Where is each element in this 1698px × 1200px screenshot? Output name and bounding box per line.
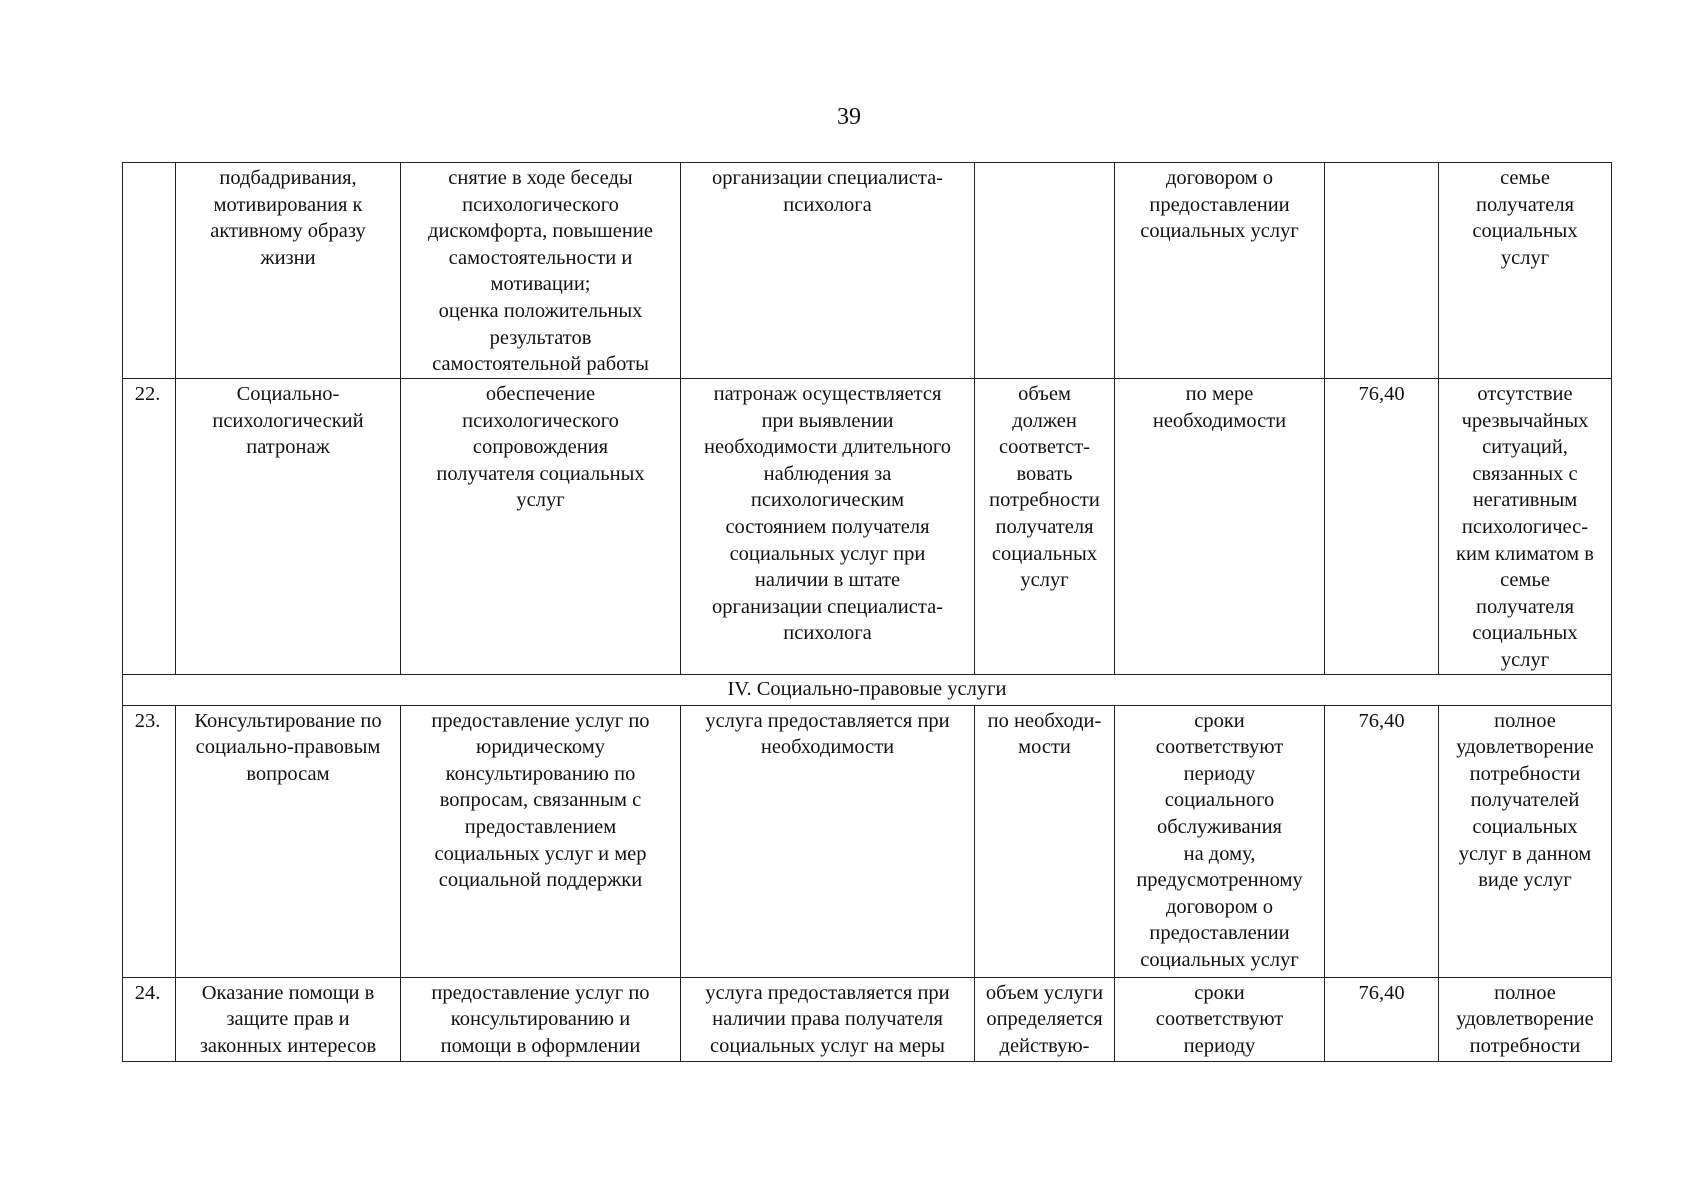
service-description-cell: предоставление услуг по юридическому консультированию по вопросам, связанным с предоставлением социальных услуг и мер социальной поддержки [401,705,681,977]
service-price-cell: 76,40 [1325,977,1439,1061]
service-description-cell: обеспечение психологического сопровождения получателя социальных услуг [401,379,681,675]
service-description-cell: предоставление услуг по консультированию и помощи в оформлении [401,977,681,1061]
service-conditions-cell: организации специалиста- психолога [681,163,975,379]
service-price-cell [1325,163,1439,379]
service-price-cell: 76,40 [1325,379,1439,675]
service-terms-cell: по мере необходимости [1115,379,1325,675]
service-name-cell: Социально- психологический патронаж [176,379,401,675]
service-volume-cell: объем услуги определяется действую- [975,977,1115,1061]
row-number-cell: 23. [123,705,176,977]
table-row [123,705,1612,977]
service-quality-cell: полное удовлетворение потребности [1439,977,1612,1061]
table-row [123,163,1612,379]
section-title: IV. Социально-правовые услуги [123,674,1612,705]
table-row [123,379,1612,675]
row-number-cell [123,163,176,379]
service-name-cell: Консультирование по социально-правовым вопросам [176,705,401,977]
social-services-table [122,162,1612,1062]
service-conditions-cell: патронаж осуществляется при выявлении необходимости длительного наблюдения за психологическим состоянием получателя социальных услуг при наличии в штате организации специалиста- психолога [681,379,975,675]
service-terms-cell: сроки соответствуют периоду [1115,977,1325,1061]
service-price-cell: 76,40 [1325,705,1439,977]
service-quality-cell: полное удовлетворение потребности получателей социальных услуг в данном виде услуг [1439,705,1612,977]
service-terms-cell: договором о предоставлении социальных услуг [1115,163,1325,379]
section-header-row [123,674,1612,705]
table-row [123,977,1612,1061]
row-number-cell: 24. [123,977,176,1061]
service-conditions-cell: услуга предоставляется при наличии права получателя социальных услуг на меры [681,977,975,1061]
service-name-cell: подбадривания, мотивирования к активному образу жизни [176,163,401,379]
service-volume-cell [975,163,1115,379]
service-volume-cell: объем должен соответст- вовать потребности получателя социальных услуг [975,379,1115,675]
service-name-cell: Оказание помощи в защите прав и законных интересов [176,977,401,1061]
service-description-cell: снятие в ходе беседы психологического дискомфорта, повышение самостоятельности и мотивации; оценка положительных результатов самостоятельной работы [401,163,681,379]
service-terms-cell: сроки соответствуют периоду социального обслуживания на дому, предусмотренному договором о предоставлении социальных услуг [1115,705,1325,977]
service-volume-cell: по необходи- мости [975,705,1115,977]
service-quality-cell: отсутствие чрезвычайных ситуаций, связанных с негативным психологичес- ким климатом в семье получателя социальных услуг [1439,379,1612,675]
service-quality-cell: семье получателя социальных услуг [1439,163,1612,379]
page-number: 39 [837,104,861,130]
service-conditions-cell: услуга предоставляется при необходимости [681,705,975,977]
row-number-cell: 22. [123,379,176,675]
